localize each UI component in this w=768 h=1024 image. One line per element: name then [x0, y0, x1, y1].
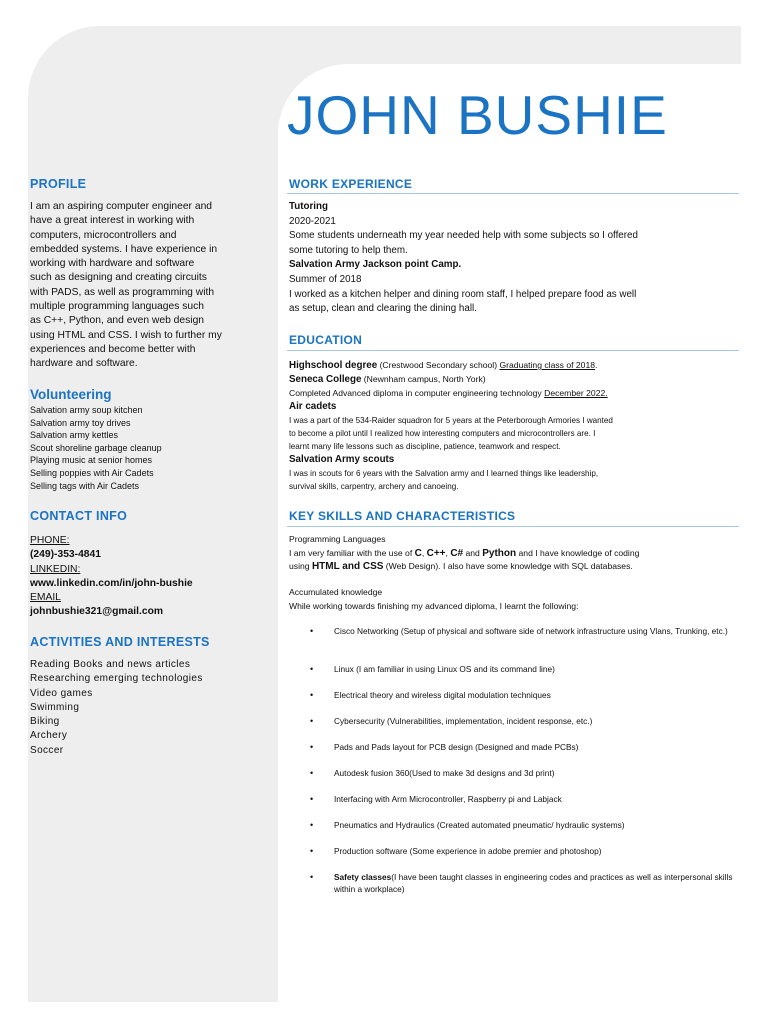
- cadets-desc: to become a pilot until I realized how interesting computers and microcontrollers are. I: [289, 429, 596, 438]
- skills-list: [309, 625, 739, 897]
- activity-item: Swimming: [30, 701, 80, 713]
- lang-csharp: C#: [450, 547, 464, 559]
- volunteering-list: [30, 404, 162, 492]
- work-divider: [287, 193, 739, 194]
- education-heading: EDUCATION: [289, 333, 363, 347]
- scouts-desc: survival skills, carpentry, archery and canoeing.: [289, 482, 459, 491]
- skill-text: Pneumatics and Hydraulics (Created automated pneumatic/ hydraulic systems): [334, 820, 625, 830]
- programming-heading: Programming Languages: [289, 534, 386, 544]
- highschool-line: [289, 359, 739, 373]
- seneca-place: (Newnham campus, North York): [361, 374, 486, 384]
- volunteering-item: Selling poppies with Air Cadets: [30, 467, 154, 478]
- profile-line: I am an aspiring computer engineer and: [30, 201, 213, 212]
- highschool-title: Highschool degree: [289, 360, 378, 371]
- skill-item: [309, 871, 739, 897]
- cadets-desc: I was a part of the 534-Raider squadron for 5 years at the Peterborough Armories I wanted: [289, 416, 613, 425]
- bullet-icon: •: [310, 716, 314, 726]
- skill-text: Interfacing with Arm Microcontroller, Raspberry pi and Labjack: [334, 794, 562, 804]
- work-experience-section: [289, 200, 739, 317]
- bullet-icon: •: [310, 846, 314, 856]
- profile-line: embedded systems. I have experience in: [30, 243, 218, 255]
- profile-line: using HTML and CSS. I wish to further my: [30, 329, 222, 341]
- seneca-title: Seneca College: [289, 374, 362, 385]
- education-section: [289, 359, 739, 493]
- activity-item: Reading Books and news articles: [30, 659, 191, 670]
- activities-list: [30, 658, 203, 758]
- profile-line: computers, microcontrollers and: [30, 229, 177, 241]
- programming-text: using: [289, 561, 312, 571]
- skill-text: Electrical theory and wireless digital modulation techniques: [334, 690, 551, 700]
- tutoring-desc: some tutoring to help them.: [289, 244, 408, 256]
- skill-text: (I have been taught classes in engineering codes and practices as well as interpersonal skills within a workplace): [334, 872, 733, 894]
- programming-sep: ,: [445, 547, 451, 558]
- skill-text: Cybersecurity (Vulnerabilities, implementation, incident response, etc.): [334, 716, 593, 726]
- bullet-icon: •: [310, 794, 314, 804]
- activity-item: Researching emerging technologies: [30, 673, 203, 685]
- programming-text: I am very familiar with the use of: [289, 547, 415, 558]
- programming-line-1: [289, 547, 739, 561]
- activities-heading: ACTIVITIES AND INTERESTS: [30, 635, 210, 649]
- programming-section: [289, 533, 739, 574]
- volunteering-item: Selling tags with Air Cadets: [30, 480, 140, 491]
- bullet-icon: •: [310, 664, 314, 674]
- skill-item: [309, 767, 739, 793]
- camp-title: Salvation Army Jackson point Camp.: [289, 259, 462, 271]
- skill-text: Linux (I am familiar in using Linux OS and its command line): [334, 664, 555, 674]
- volunteering-item: Playing music at senior homes: [30, 455, 153, 466]
- bullet-icon: •: [310, 768, 314, 778]
- education-divider: [287, 350, 739, 351]
- tutoring-years: 2020-2021: [289, 215, 336, 227]
- profile-line: with PADS, as well as programming with: [30, 286, 215, 298]
- scouts-title: Salvation Army scouts: [289, 454, 395, 465]
- profile-heading: PROFILE: [30, 177, 87, 191]
- phone-value[interactable]: (249)-353-4841: [30, 549, 101, 561]
- tutoring-desc: Some students underneath my year needed help with some subjects so I offered: [289, 230, 638, 242]
- contact-heading: CONTACT INFO: [30, 509, 128, 523]
- profile-line: multiple programming languages such: [30, 301, 204, 313]
- skill-item: [309, 715, 739, 741]
- skill-item: [309, 625, 739, 663]
- camp-desc: I worked as a kitchen helper and dining room staff, I helped prepare food as well: [289, 288, 637, 300]
- profile-line: experiences and become better with: [30, 343, 196, 355]
- skill-item: [309, 819, 739, 845]
- bullet-icon: •: [310, 742, 314, 752]
- skill-text: Production software (Some experience in adobe premier and photoshop): [334, 846, 602, 856]
- profile-line: hardware and software.: [30, 358, 138, 370]
- lang-python: Python: [482, 547, 517, 559]
- programming-text: (Web Design). I also have some knowledge with SQL databases.: [383, 561, 633, 571]
- profile-line: such as designing and creating circuits: [30, 272, 207, 284]
- cadets-title: Air cadets: [289, 401, 337, 412]
- seneca-diploma-line: [289, 387, 739, 400]
- email-link[interactable]: johnbushie321@gmail.com: [30, 606, 164, 618]
- seneca-date: December 2022.: [544, 388, 608, 398]
- volunteering-item: Salvation army kettles: [30, 430, 119, 441]
- activity-item: Video games: [30, 687, 93, 699]
- bullet-icon: •: [310, 872, 314, 882]
- cadets-desc: learnt many life lessons such as discipline, patience, teamwork and respect.: [289, 442, 561, 451]
- volunteering-heading: Volunteering: [30, 387, 112, 402]
- profile-line: as C++, Python, and even web design: [30, 315, 205, 327]
- skill-item: [309, 741, 739, 767]
- camp-desc: as setup, clean and clearing the dining hall.: [289, 303, 477, 315]
- highschool-grad: Graduating class of 2018: [499, 360, 596, 370]
- programming-line-2: [289, 560, 739, 574]
- accumulated-heading: Accumulated knowledge: [289, 587, 383, 597]
- profile-text: [30, 200, 222, 372]
- highschool-period: .: [595, 360, 598, 370]
- phone-label: PHONE:: [30, 535, 70, 546]
- skill-item: [309, 663, 739, 689]
- activity-item: Archery: [30, 730, 68, 742]
- skill-text: Cisco Networking (Setup of physical and software side of network infrastructure using Vlans, Trunking, etc.): [334, 626, 728, 636]
- tutoring-title: Tutoring: [289, 201, 328, 212]
- scouts-desc: I was in scouts for 6 years with the Salvation army and I learned things like leadership,: [289, 469, 599, 478]
- profile-line: have a great interest in working with: [30, 215, 195, 227]
- skill-text: Pads and Pads layout for PCB design (Designed and made PCBs): [334, 742, 579, 752]
- resume-name: JOHN BUSHIE: [287, 84, 668, 146]
- seneca-line: [289, 373, 739, 387]
- volunteering-item: Salvation army soup kitchen: [30, 405, 143, 415]
- bullet-icon: •: [310, 690, 314, 700]
- bullet-icon: •: [310, 820, 314, 830]
- linkedin-link[interactable]: www.linkedin.com/in/john-bushie: [30, 577, 193, 589]
- accumulated-section: [289, 586, 739, 613]
- bullet-icon: •: [310, 626, 314, 636]
- seneca-diploma: Completed Advanced diploma in computer engineering technology: [289, 388, 545, 398]
- skill-text: Autodesk fusion 360(Used to make 3d designs and 3d print): [334, 768, 555, 778]
- lang-cpp: C++: [426, 547, 446, 559]
- contact-info: [30, 534, 193, 620]
- work-experience-heading: WORK EXPERIENCE: [289, 177, 413, 191]
- activity-item: Soccer: [30, 744, 64, 756]
- volunteering-item: Salvation army toy drives: [30, 417, 131, 428]
- email-label: EMAIL: [30, 592, 61, 604]
- camp-date: Summer of 2018: [289, 273, 362, 285]
- skill-item: [309, 689, 739, 715]
- linkedin-label: LINKEDIN:: [30, 563, 81, 575]
- activity-item: Biking: [30, 716, 60, 728]
- lang-html-css: HTML and CSS: [311, 561, 384, 572]
- volunteering-item: Scout shoreline garbage cleanup: [30, 442, 162, 453]
- skill-item: [309, 845, 739, 871]
- programming-sep: ,: [421, 547, 427, 558]
- highschool-place: (Crestwood Secondary school): [377, 360, 500, 370]
- programming-sep: and: [463, 547, 483, 558]
- programming-text: and I have knowledge of coding: [516, 547, 640, 558]
- accumulated-intro: While working towards finishing my advanced diploma, I learnt the following:: [289, 600, 579, 611]
- lang-c: C: [414, 547, 422, 559]
- skill-item: [309, 793, 739, 819]
- profile-line: working with hardware and software: [30, 258, 195, 270]
- skill-text-bold: Safety classes: [334, 872, 392, 882]
- skills-heading: KEY SKILLS AND CHARACTERISTICS: [289, 509, 516, 523]
- skills-divider: [287, 526, 739, 527]
